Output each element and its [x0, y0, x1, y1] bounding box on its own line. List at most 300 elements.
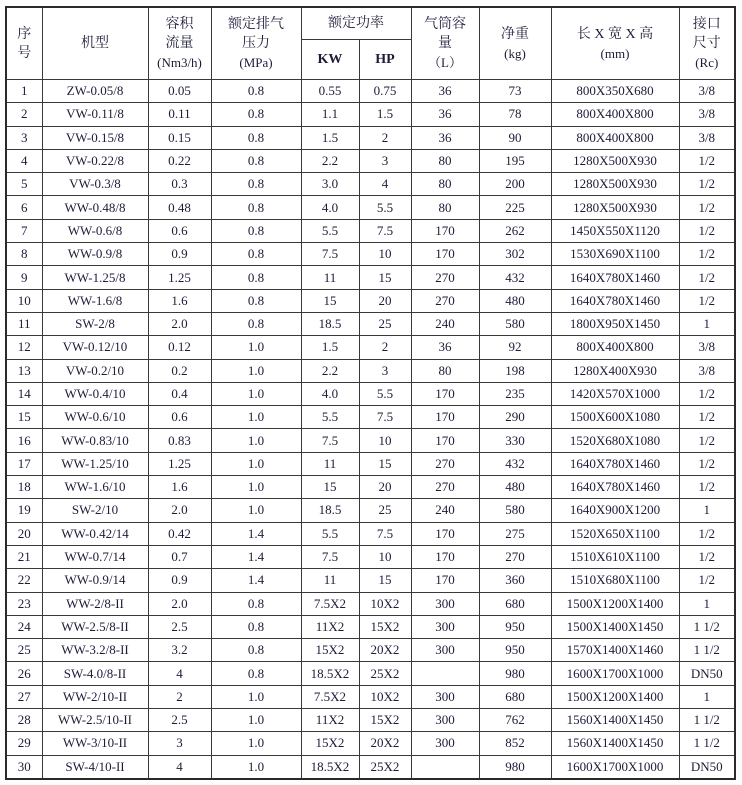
cell-port: 1/2 [679, 196, 735, 219]
cell-kw: 2.2 [301, 149, 359, 172]
cell-kw: 11X2 [301, 709, 359, 732]
cell-model: WW-1.25/8 [42, 266, 148, 289]
cell-hp: 2 [359, 336, 411, 359]
cell-dims: 1450X550X1120 [551, 219, 679, 242]
cell-dims: 1520X650X1100 [551, 522, 679, 545]
cell-dims: 1560X1400X1450 [551, 732, 679, 755]
cell-model: VW-0.3/8 [42, 173, 148, 196]
cell-seq: 18 [6, 476, 42, 499]
cell-weight: 92 [479, 336, 551, 359]
cell-tank: 170 [411, 243, 479, 266]
header-dims-label: 长 X 宽 X 高 [576, 26, 654, 42]
cell-tank: 80 [411, 359, 479, 382]
cell-weight: 73 [479, 80, 551, 103]
cell-port: 3/8 [679, 126, 735, 149]
cell-flow: 0.48 [148, 196, 211, 219]
cell-port: 1 1/2 [679, 639, 735, 662]
header-rated-pressure [211, 7, 301, 80]
cell-dims: 1570X1400X1460 [551, 639, 679, 662]
cell-flow: 0.22 [148, 149, 211, 172]
header-net-weight [479, 7, 551, 80]
table-row [6, 289, 735, 312]
cell-hp: 2 [359, 126, 411, 149]
cell-weight: 200 [479, 173, 551, 196]
cell-model: ZW-0.05/8 [42, 80, 148, 103]
cell-pressure: 0.8 [211, 80, 301, 103]
cell-port: 1/2 [679, 545, 735, 568]
cell-tank: 36 [411, 80, 479, 103]
cell-port: DN50 [679, 662, 735, 685]
table-row [6, 755, 735, 779]
table-row [6, 336, 735, 359]
cell-tank: 300 [411, 639, 479, 662]
cell-model: VW-0.11/8 [42, 103, 148, 126]
cell-tank: 300 [411, 709, 479, 732]
cell-model: WW-0.9/8 [42, 243, 148, 266]
cell-seq: 25 [6, 639, 42, 662]
table-row [6, 685, 735, 708]
cell-flow: 1.25 [148, 266, 211, 289]
cell-pressure: 1.0 [211, 382, 301, 405]
table-row [6, 569, 735, 592]
cell-model: WW-2/8-II [42, 592, 148, 615]
cell-model: WW-0.48/8 [42, 196, 148, 219]
cell-port: 1/2 [679, 382, 735, 405]
cell-port: 1 [679, 685, 735, 708]
cell-pressure: 1.0 [211, 359, 301, 382]
table-row [6, 476, 735, 499]
cell-model: WW-2/10-II [42, 685, 148, 708]
cell-port: 1 1/2 [679, 709, 735, 732]
cell-weight: 580 [479, 499, 551, 522]
cell-model: WW-0.83/10 [42, 429, 148, 452]
cell-tank: 80 [411, 196, 479, 219]
cell-pressure: 0.8 [211, 312, 301, 335]
cell-flow: 0.15 [148, 126, 211, 149]
header-tank-line1: 气筒容 [424, 17, 466, 32]
cell-dims: 1600X1700X1000 [551, 662, 679, 685]
cell-kw: 11 [301, 266, 359, 289]
cell-hp: 7.5 [359, 219, 411, 242]
cell-flow: 2 [148, 685, 211, 708]
cell-seq: 21 [6, 545, 42, 568]
cell-hp: 3 [359, 149, 411, 172]
cell-dims: 800X400X800 [551, 126, 679, 149]
cell-model: WW-3/10-II [42, 732, 148, 755]
cell-pressure: 1.4 [211, 569, 301, 592]
cell-pressure: 0.8 [211, 243, 301, 266]
cell-hp: 7.5 [359, 406, 411, 429]
cell-flow: 3.2 [148, 639, 211, 662]
cell-hp: 25 [359, 499, 411, 522]
cell-pressure: 1.4 [211, 545, 301, 568]
cell-model: WW-0.42/14 [42, 522, 148, 545]
cell-kw: 15X2 [301, 639, 359, 662]
header-port-size [679, 7, 735, 80]
cell-hp: 20 [359, 476, 411, 499]
cell-model: WW-1.6/10 [42, 476, 148, 499]
cell-port: 1/2 [679, 289, 735, 312]
cell-flow: 4 [148, 662, 211, 685]
cell-weight: 262 [479, 219, 551, 242]
cell-port: 1/2 [679, 173, 735, 196]
header-row-1 [6, 7, 735, 40]
cell-weight: 275 [479, 522, 551, 545]
cell-seq: 22 [6, 569, 42, 592]
cell-hp: 1.5 [359, 103, 411, 126]
cell-weight: 195 [479, 149, 551, 172]
cell-dims: 1280X500X930 [551, 149, 679, 172]
cell-kw: 18.5 [301, 312, 359, 335]
cell-pressure: 1.0 [211, 755, 301, 779]
cell-kw: 3.0 [301, 173, 359, 196]
cell-tank: 36 [411, 103, 479, 126]
cell-flow: 0.4 [148, 382, 211, 405]
cell-port: 1/2 [679, 266, 735, 289]
cell-flow: 0.12 [148, 336, 211, 359]
cell-dims: 1280X400X930 [551, 359, 679, 382]
header-model [42, 7, 148, 80]
cell-tank: 300 [411, 685, 479, 708]
cell-flow: 2.5 [148, 615, 211, 638]
cell-pressure: 0.8 [211, 266, 301, 289]
cell-flow: 4 [148, 755, 211, 779]
cell-weight: 980 [479, 662, 551, 685]
cell-weight: 432 [479, 452, 551, 475]
cell-kw: 5.5 [301, 219, 359, 242]
cell-weight: 680 [479, 685, 551, 708]
cell-hp: 25X2 [359, 755, 411, 779]
cell-tank: 170 [411, 406, 479, 429]
cell-tank: 36 [411, 126, 479, 149]
cell-weight: 950 [479, 615, 551, 638]
cell-weight: 762 [479, 709, 551, 732]
cell-kw: 0.55 [301, 80, 359, 103]
table-row [6, 545, 735, 568]
cell-model: WW-2.5/8-II [42, 615, 148, 638]
cell-weight: 360 [479, 569, 551, 592]
cell-flow: 0.6 [148, 406, 211, 429]
table-row [6, 173, 735, 196]
cell-pressure: 0.8 [211, 219, 301, 242]
cell-kw: 7.5 [301, 429, 359, 452]
cell-flow: 1.6 [148, 476, 211, 499]
header-dimensions [551, 7, 679, 80]
cell-flow: 0.05 [148, 80, 211, 103]
header-volume-flow [148, 7, 211, 80]
cell-pressure: 0.8 [211, 173, 301, 196]
cell-dims: 1640X900X1200 [551, 499, 679, 522]
header-flow-line2: 流量 [165, 36, 194, 51]
header-serial-line1: 序 [17, 26, 32, 42]
cell-tank [411, 755, 479, 779]
cell-seq: 1 [6, 80, 42, 103]
cell-model: WW-0.4/10 [42, 382, 148, 405]
cell-model: WW-3.2/8-II [42, 639, 148, 662]
cell-weight: 235 [479, 382, 551, 405]
cell-hp: 10X2 [359, 592, 411, 615]
cell-pressure: 0.8 [211, 592, 301, 615]
cell-tank: 36 [411, 336, 479, 359]
cell-port: 1 [679, 312, 735, 335]
header-dims-unit: (mm) [600, 45, 630, 61]
cell-tank: 270 [411, 476, 479, 499]
cell-model: WW-1.6/8 [42, 289, 148, 312]
cell-dims: 1420X570X1000 [551, 382, 679, 405]
cell-seq: 17 [6, 452, 42, 475]
cell-flow: 2.0 [148, 592, 211, 615]
cell-tank: 270 [411, 266, 479, 289]
cell-pressure: 0.8 [211, 103, 301, 126]
cell-kw: 18.5X2 [301, 662, 359, 685]
cell-weight: 302 [479, 243, 551, 266]
header-port-unit: (Rc) [695, 55, 719, 70]
cell-flow: 1.6 [148, 289, 211, 312]
table-row [6, 662, 735, 685]
cell-pressure: 0.8 [211, 196, 301, 219]
cell-weight: 90 [479, 126, 551, 149]
cell-dims: 1280X500X930 [551, 196, 679, 219]
cell-flow: 0.3 [148, 173, 211, 196]
cell-dims: 1280X500X930 [551, 173, 679, 196]
cell-kw: 15 [301, 476, 359, 499]
cell-pressure: 0.8 [211, 149, 301, 172]
cell-kw: 15X2 [301, 732, 359, 755]
cell-seq: 4 [6, 149, 42, 172]
header-kw: KW [301, 40, 359, 80]
cell-port: 1/2 [679, 243, 735, 266]
cell-tank: 170 [411, 545, 479, 568]
cell-model: VW-0.2/10 [42, 359, 148, 382]
cell-kw: 18.5 [301, 499, 359, 522]
cell-model: SW-4.0/8-II [42, 662, 148, 685]
cell-dims: 1500X1400X1450 [551, 615, 679, 638]
cell-tank: 170 [411, 569, 479, 592]
cell-flow: 0.2 [148, 359, 211, 382]
cell-pressure: 1.0 [211, 429, 301, 452]
cell-seq: 12 [6, 336, 42, 359]
cell-port: 1 [679, 592, 735, 615]
cell-model: WW-1.25/10 [42, 452, 148, 475]
cell-dims: 1500X1200X1400 [551, 592, 679, 615]
cell-pressure: 1.0 [211, 732, 301, 755]
cell-port: 1/2 [679, 219, 735, 242]
cell-hp: 15X2 [359, 709, 411, 732]
cell-seq: 3 [6, 126, 42, 149]
cell-weight: 480 [479, 289, 551, 312]
cell-flow: 2.0 [148, 499, 211, 522]
cell-seq: 27 [6, 685, 42, 708]
cell-tank: 240 [411, 312, 479, 335]
header-tank-unit: （L） [428, 55, 462, 70]
cell-weight: 78 [479, 103, 551, 126]
cell-seq: 24 [6, 615, 42, 638]
cell-flow: 0.6 [148, 219, 211, 242]
cell-port: 1/2 [679, 476, 735, 499]
table-row [6, 452, 735, 475]
cell-dims: 1560X1400X1450 [551, 709, 679, 732]
table-row [6, 359, 735, 382]
cell-hp: 25 [359, 312, 411, 335]
cell-kw: 18.5X2 [301, 755, 359, 779]
cell-hp: 20 [359, 289, 411, 312]
cell-dims: 1510X680X1100 [551, 569, 679, 592]
cell-hp: 20X2 [359, 732, 411, 755]
cell-pressure: 1.0 [211, 499, 301, 522]
cell-seq: 10 [6, 289, 42, 312]
cell-port: 1 [679, 499, 735, 522]
header-flow-line1: 容积 [165, 17, 194, 32]
cell-seq: 29 [6, 732, 42, 755]
cell-tank: 170 [411, 219, 479, 242]
cell-seq: 9 [6, 266, 42, 289]
table-row [6, 639, 735, 662]
cell-dims: 1640X780X1460 [551, 289, 679, 312]
cell-port: 1/2 [679, 406, 735, 429]
cell-seq: 23 [6, 592, 42, 615]
cell-weight: 480 [479, 476, 551, 499]
cell-seq: 7 [6, 219, 42, 242]
header-rated-power [301, 7, 411, 40]
cell-port: 1 1/2 [679, 615, 735, 638]
cell-kw: 7.5X2 [301, 685, 359, 708]
cell-kw: 4.0 [301, 196, 359, 219]
cell-kw: 15 [301, 289, 359, 312]
table-row [6, 103, 735, 126]
cell-weight: 198 [479, 359, 551, 382]
cell-seq: 28 [6, 709, 42, 732]
cell-model: VW-0.22/8 [42, 149, 148, 172]
table-row [6, 266, 735, 289]
cell-weight: 225 [479, 196, 551, 219]
table-row [6, 243, 735, 266]
header-weight-label: 净重 [501, 26, 529, 42]
cell-dims: 1800X950X1450 [551, 312, 679, 335]
cell-flow: 0.42 [148, 522, 211, 545]
table-row [6, 80, 735, 103]
cell-seq: 2 [6, 103, 42, 126]
cell-hp: 15 [359, 569, 411, 592]
cell-flow: 0.7 [148, 545, 211, 568]
cell-kw: 7.5 [301, 545, 359, 568]
table-row [6, 219, 735, 242]
cell-weight: 270 [479, 545, 551, 568]
cell-pressure: 0.8 [211, 662, 301, 685]
header-pressure-line1: 额定排气 [228, 17, 284, 32]
header-weight-unit: (kg) [504, 45, 526, 61]
header-tank-line2: 量 [438, 36, 452, 51]
table-row [6, 126, 735, 149]
cell-flow: 0.9 [148, 569, 211, 592]
cell-dims: 1600X1700X1000 [551, 755, 679, 779]
cell-model: WW-0.9/14 [42, 569, 148, 592]
cell-kw: 1.5 [301, 336, 359, 359]
cell-hp: 7.5 [359, 522, 411, 545]
header-pressure-unit: (MPa) [239, 55, 273, 70]
cell-flow: 3 [148, 732, 211, 755]
header-power-label: 额定功率 [328, 16, 384, 31]
cell-seq: 11 [6, 312, 42, 335]
cell-model: SW-2/8 [42, 312, 148, 335]
cell-tank: 170 [411, 522, 479, 545]
table-header [6, 7, 735, 80]
cell-port: 1 1/2 [679, 732, 735, 755]
cell-kw: 1.1 [301, 103, 359, 126]
cell-seq: 20 [6, 522, 42, 545]
cell-port: 3/8 [679, 103, 735, 126]
cell-hp: 4 [359, 173, 411, 196]
cell-pressure: 0.8 [211, 289, 301, 312]
cell-tank: 300 [411, 732, 479, 755]
cell-kw: 1.5 [301, 126, 359, 149]
cell-flow: 2.0 [148, 312, 211, 335]
table-row [6, 312, 735, 335]
cell-dims: 1530X690X1100 [551, 243, 679, 266]
cell-flow: 1.25 [148, 452, 211, 475]
cell-dims: 800X400X800 [551, 336, 679, 359]
cell-port: 3/8 [679, 359, 735, 382]
table-row [6, 522, 735, 545]
cell-dims: 1640X780X1460 [551, 266, 679, 289]
cell-pressure: 1.4 [211, 522, 301, 545]
cell-pressure: 0.8 [211, 615, 301, 638]
cell-seq: 14 [6, 382, 42, 405]
cell-port: 1/2 [679, 522, 735, 545]
cell-port: 1/2 [679, 429, 735, 452]
cell-model: WW-0.6/10 [42, 406, 148, 429]
header-pressure-line2: 压力 [242, 36, 270, 51]
table-row [6, 149, 735, 172]
table-body [6, 80, 735, 779]
cell-flow: 0.11 [148, 103, 211, 126]
header-port-line1: 接口 [692, 17, 721, 32]
cell-model: WW-2.5/10-II [42, 709, 148, 732]
cell-weight: 950 [479, 639, 551, 662]
cell-pressure: 1.0 [211, 452, 301, 475]
cell-dims: 1500X600X1080 [551, 406, 679, 429]
table-row [6, 592, 735, 615]
cell-seq: 6 [6, 196, 42, 219]
cell-hp: 15X2 [359, 615, 411, 638]
compressor-spec-table [5, 6, 736, 780]
cell-port: 1/2 [679, 452, 735, 475]
header-serial-line2: 号 [17, 45, 32, 61]
cell-hp: 10 [359, 545, 411, 568]
cell-hp: 3 [359, 359, 411, 382]
cell-weight: 980 [479, 755, 551, 779]
header-hp: HP [359, 40, 411, 80]
cell-hp: 10 [359, 429, 411, 452]
cell-tank [411, 662, 479, 685]
table-row [6, 196, 735, 219]
cell-seq: 15 [6, 406, 42, 429]
cell-tank: 170 [411, 429, 479, 452]
cell-dims: 800X400X800 [551, 103, 679, 126]
header-serial-number [6, 7, 42, 80]
cell-dims: 800X350X680 [551, 80, 679, 103]
cell-pressure: 0.8 [211, 126, 301, 149]
cell-pressure: 1.0 [211, 336, 301, 359]
cell-model: SW-4/10-II [42, 755, 148, 779]
cell-port: 3/8 [679, 80, 735, 103]
cell-seq: 8 [6, 243, 42, 266]
table-row [6, 732, 735, 755]
cell-tank: 170 [411, 382, 479, 405]
cell-kw: 2.2 [301, 359, 359, 382]
table-row [6, 709, 735, 732]
cell-model: VW-0.15/8 [42, 126, 148, 149]
cell-model: SW-2/10 [42, 499, 148, 522]
